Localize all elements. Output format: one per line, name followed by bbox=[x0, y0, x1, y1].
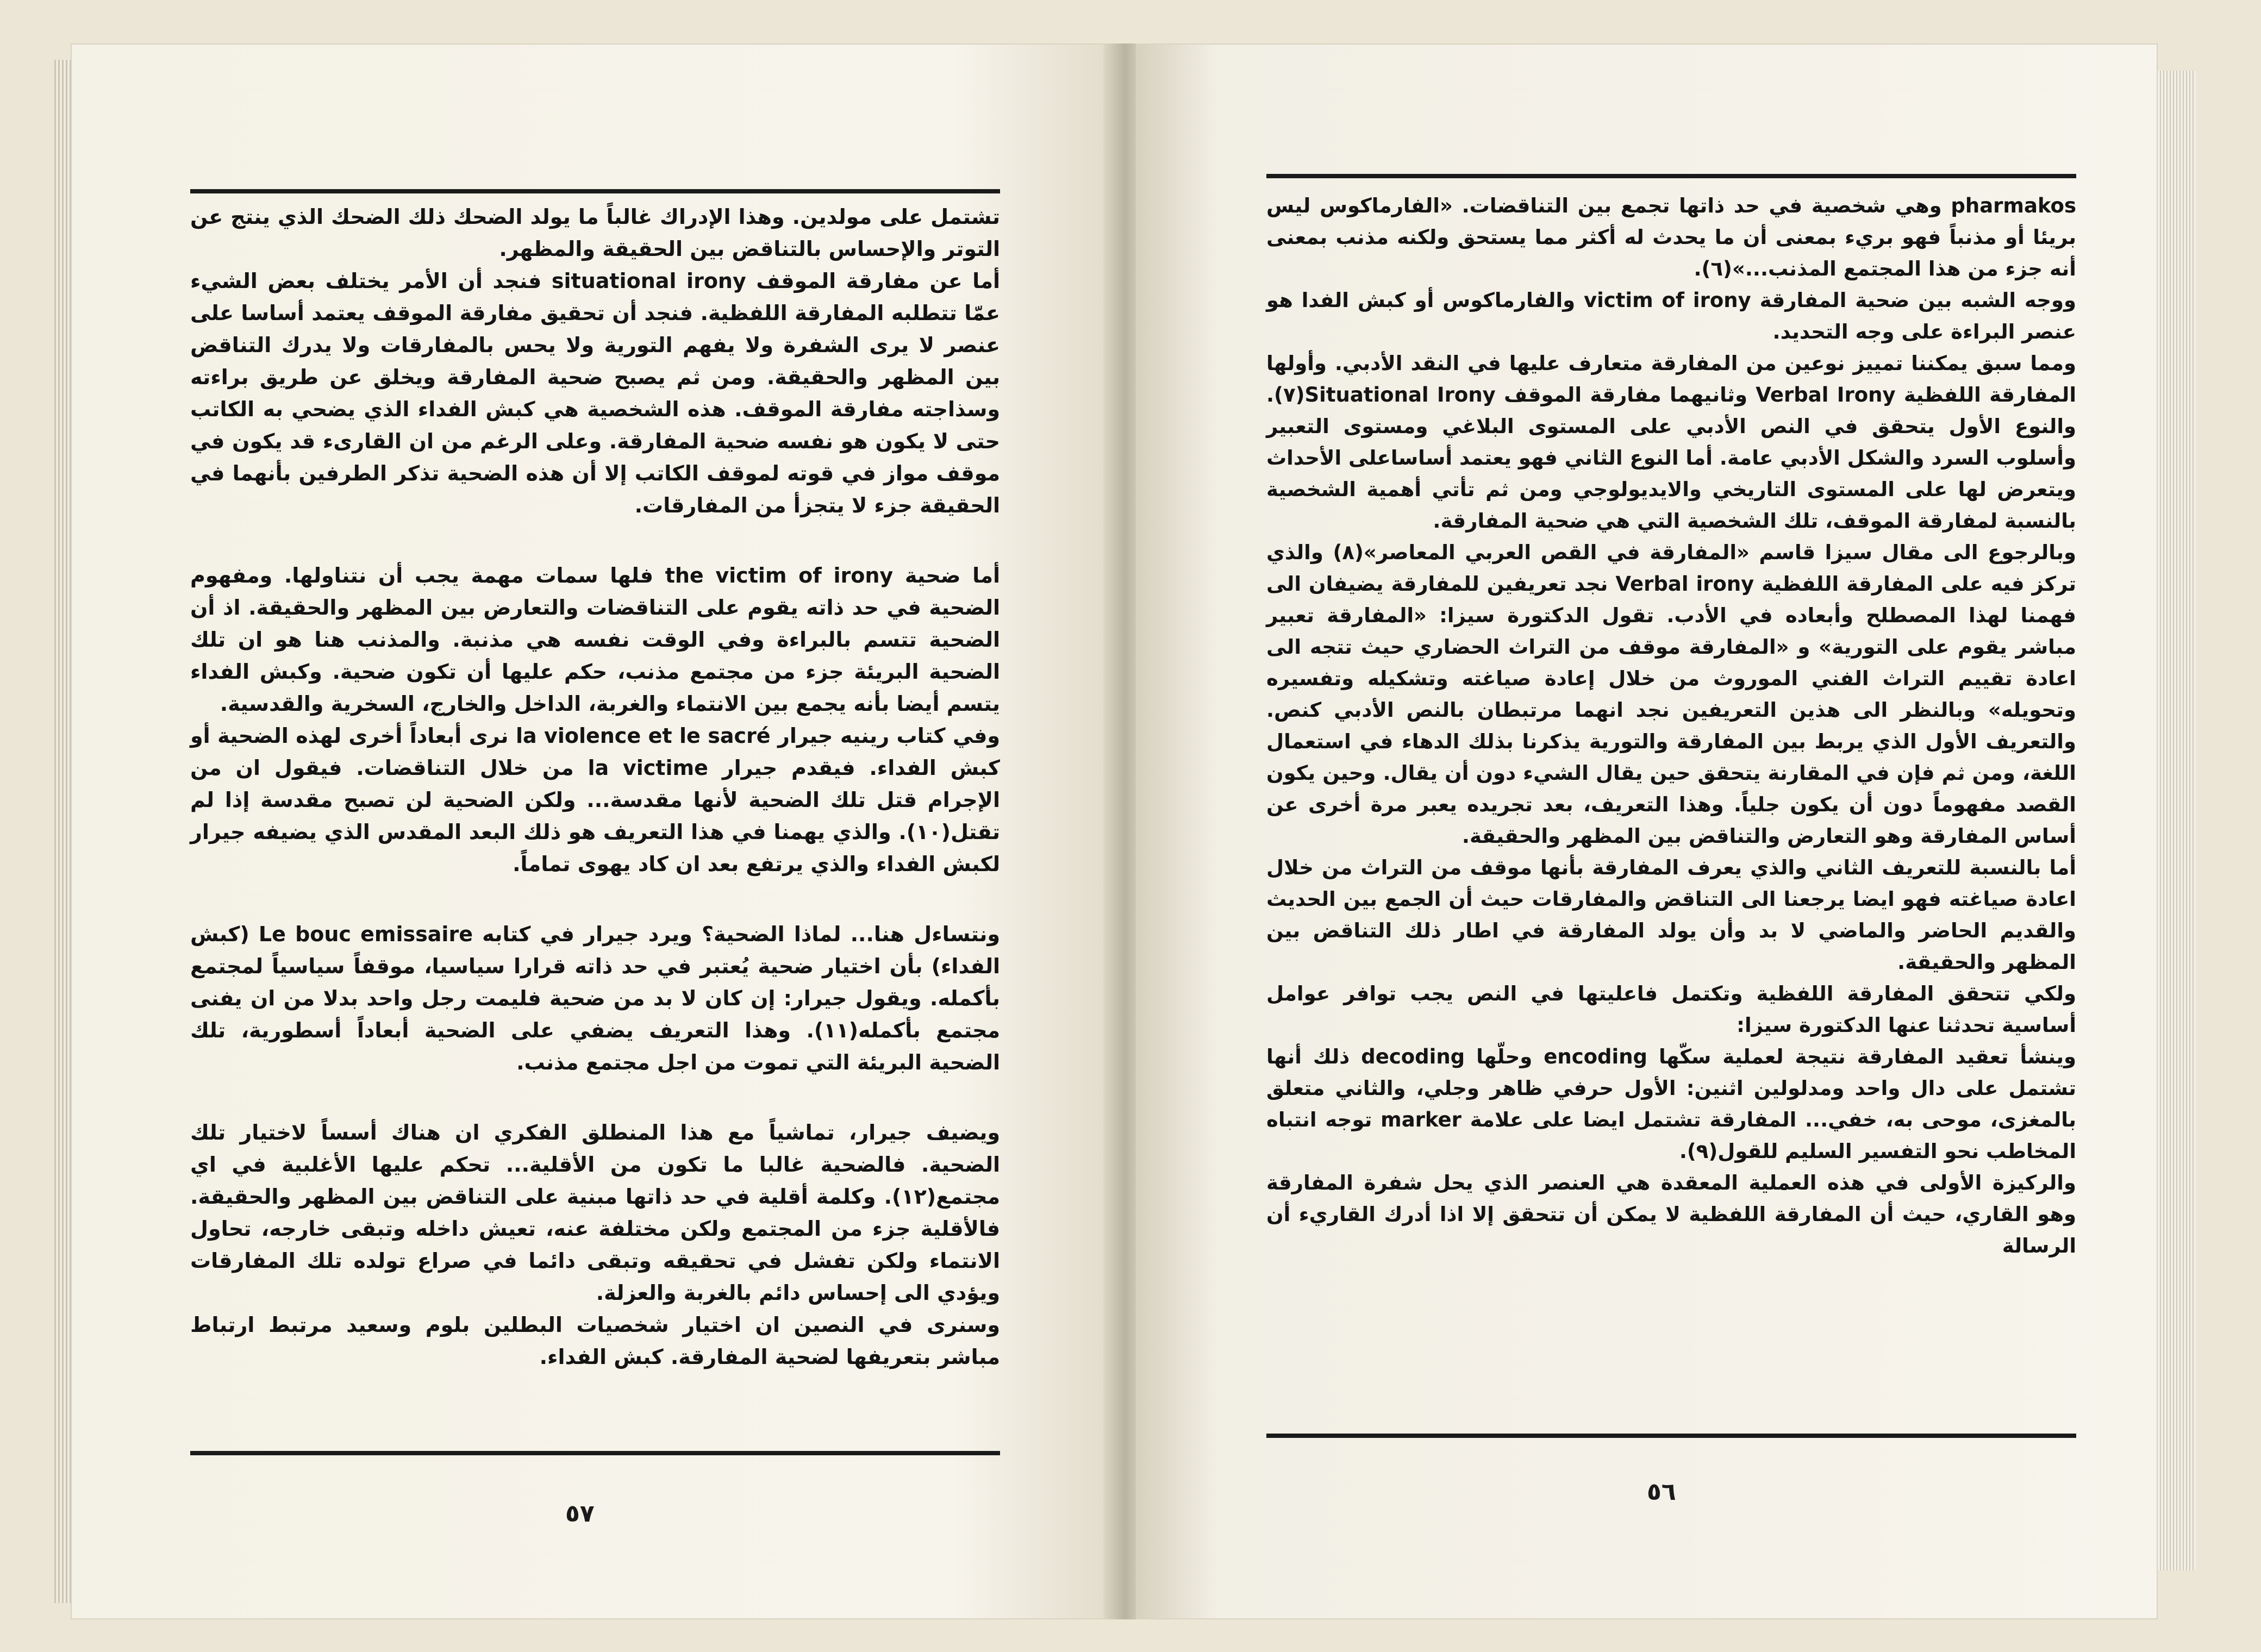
right-paragraph-4: وبالرجوع الى مقال سيزا قاسم «المفارقة في القص العربي المعاصر»(٨) والذي تركز فيه على المفارقة اللفظية Verbal irony نجد تعريفين للمفارقة يضيفان الى فهمنا لهذا المصطلح وأبعاده في الأدب. تقول الدكتورة سيزا: «المفارقة تعبير مباشر يقوم على التورية» و «المفارقة موقف من التراث الحضاري حيث تتجه الى اعادة تقييم التراث الفني الموروث من خلال إعادة صياغته وتشكيله وتفسيره وتحويله» وبالنظر الى هذين التعريفين نجد انهما مرتبطان بالنص الأدبي كنص. والتعريف الأول الذي يربط بين المفارقة والتورية يذكرنا بذلك الدهاء في استعمال اللغة، ومن ثم فإن في المقارنة يتحقق حين يقال الشيء دون أن يقال. وحين يكون القصد مفهوماً دون أن يكون جلياً. وهذا التعريف، بعد تجريده يعبر مرة أخرى عن أساس المفارقة وهو التعارض والتناقض بين المظهر والحقيقة. bbox=[1266, 541, 2077, 848]
left-gap bbox=[190, 880, 1000, 918]
left-paragraph-3: أما ضحية the victim of irony فلها سمات مهمة يجب أن نتناولها. ومفهوم الضحية في حد ذاته يقوم على التناقضات والتعارض بين المظهر والحقيقة. اذ أن الضحية تتسم بالبراءة وفي الوقت نفسه هي مذنبة. والمذنب هنا هو ان تلك الضحية البريئة جزء من مجتمع مذنب، حكم عليها أن تكون ضحية. وكبش الفداء يتسم أيضا بأنه يجمع بين الانتماء والغربة، الداخل والخارج، السخرية والقدسية. bbox=[190, 564, 1000, 716]
right-top-rule bbox=[1266, 174, 2076, 178]
left-top-rule bbox=[190, 189, 1000, 193]
right-paragraph-3: ومما سبق يمكننا تمييز نوعين من المفارقة متعارف عليها في النقد الأدبي. وأولها المفارقة اللفظية Verbal Irony وثانيهما مفارقة الموقف Situational Irony(٧). والنوع الأول يتحقق في النص الأدبي على المستوى البلاغي ومستوى التعبير وأسلوب السرد والشكل الأدبي عامة. أما النوع الثاني فهو يعتمد أساساعلى الأحداث ويتعرض لها على المستوى التاريخي والايديولوجي ومن ثم تأتي أهمية الشخصية بالنسبة لمفارقة الموقف، تلك الشخصية التي هي ضحية المفارقة. bbox=[1266, 352, 2076, 533]
right-paragraph-8: والركيزة الأولى في هذه العملية المعقدة هي العنصر الذي يحل شفرة المفارقة وهو القاري، حيث أن المفارقة اللفظية لا يمكن أن تتحقق إلا اذا أدرك القاريء أن الرسالة bbox=[1266, 1171, 2076, 1257]
right-paragraph-2: ووجه الشبه بين ضحية المفارقة victim of irony والفارماكوس أو كبش الفدا هو عنصر البراءة على وجه التحديد. bbox=[1266, 289, 2077, 343]
left-paragraph-5: ونتساءل هنا... لماذا الضحية؟ ويرد جيرار في كتابه Le bouc emissaire (كبش الفداء) بأن اختيار ضحية يُعتبر في حد ذاته قرارا سياسيا، موقفاً سياسياً لمجتمع بأكمله. ويقول جيرار: إن كان لا بد من ضحية فليمت رجل واحد بدلا من ان يفنى مجتمع بأكمله(١١). وهذا التعريف يضفي على الضحية أبعاداً أسطورية، تلك الضحية البريئة التي تموت من اجل مجتمع مذنب. bbox=[190, 922, 1000, 1074]
right-paragraph-1: pharmakos وهي شخصية في حد ذاتها تجمع بين التناقضات. «الفارماكوس ليس بريئا أو مذنباً فهو بريء بمعنى أن ما يحدث له أكثر مما يستحق ولكنه مذنب بمعنى أنه جزء من هذا المجتمع المذنب...»(٦). bbox=[1266, 194, 2076, 280]
left-paragraph-2: أما عن مفارقة الموقف situational irony فنجد أن الأمر يختلف بعض الشيء عمّا تتطلبه المفارقة اللفظية. فنجد أن تحقيق مفارقة الموقف يعتمد أساسا على عنصر لا يرى الشفرة ولا يفهم التورية ولا يحس بالمفارقات ولا يدرك التناقض بين المظهر والحقيقة. ومن ثم يصبح ضحية المفارقة ويخلق عن طريق براءته وسذاجته مفارقة الموقف. هذه الشخصية هي كبش الفداء الذي يضحي به الكاتب حتى لا يكون هو نفسه ضحية المفارقة. وعلى الرغم من ان القارىء قد يكون في موقف مواز في قوته لموقف الكاتب إلا أن هذه الضحية تذكر الطرفين بأنهما في الحقيقة جزء لا يتجزأ من المفارقات. bbox=[190, 269, 1001, 517]
right-bottom-rule bbox=[1266, 1434, 2076, 1438]
left-page-edges bbox=[54, 60, 73, 1603]
right-paragraph-6: ولكي تتحقق المفارقة اللفظية وتكتمل فاعليتها في النص يجب توافر عوامل أساسية تحدثنا عنها الدكتورة سيزا: bbox=[1266, 982, 2076, 1037]
right-page-number: ٥٦ bbox=[1647, 1478, 1676, 1506]
right-page bbox=[1136, 43, 2158, 1619]
right-paragraph-7: وينشأ تعقيد المفارقة نتيجة لعملية سكّها encoding وحلّها decoding ذلك أنها تشتمل على دال واحد ومدلولين اثنين: الأول حرفي ظاهر وجلي، والثاني متعلق بالمغزى، موحى به، خفي... المفارقة تشتمل ايضا على علامة marker توجه انتباه المخاطب نحو التفسير السليم للقول(٩). bbox=[1266, 1045, 2076, 1163]
left-gap bbox=[190, 522, 1000, 560]
left-gap bbox=[190, 1079, 1000, 1117]
right-text-block bbox=[1266, 190, 2076, 1262]
left-paragraph-7: وسنرى في النصين ان اختيار شخصيات البطلين بلوم وسعيد مرتبط ارتباط مباشر بتعريفها لضحية المفارقة. كبش الفداء. bbox=[190, 1313, 1000, 1369]
right-page-edges bbox=[2158, 71, 2196, 1570]
left-bottom-rule bbox=[190, 1451, 1000, 1455]
left-paragraph-4: وفي كتاب رينيه جيرار la violence et le sacré نرى أبعاداً أخرى لهذه الضحية أو كبش الفداء. فيقدم جيرار la victime من خلال التناقضات. فيقول ان من الإجرام قتل تلك الضحية لأنها مقدسة... ولكن الضحية لن تصبح مقدسة إذا لم تقتل(١٠). والذي يهمنا في هذا التعريف هو ذلك البعد المقدس الذي يضيفه جيرار لكبش الفداء والذي يرتفع بعد ان كاد يهوى تماماً. bbox=[190, 724, 1000, 876]
left-paragraph-1: تشتمل على مولدين. وهذا الإدراك غالباً ما يولد الضحك ذلك الضحك الذي ينتج عن التوتر والإحساس بالتناقض بين الحقيقة والمظهر. bbox=[190, 205, 1000, 261]
left-text-block bbox=[190, 201, 1000, 1373]
left-page bbox=[71, 43, 1109, 1619]
right-paragraph-5: أما بالنسبة للتعريف الثاني والذي يعرف المفارقة بأنها موقف من التراث من خلال اعادة صياغته فهو ايضا يرجعنا الى التناقض والمفارقات حيث أن الجمع بين الحديث والقديم الحاضر والماضي لا بد وأن يولد المفارقة في اطار ذلك التناقض بين المظهر والحقيقة. bbox=[1266, 856, 2076, 974]
left-paragraph-6: ويضيف جيرار، تماشياً مع هذا المنطلق الفكري ان هناك أسساً لاختيار تلك الضحية. فالضحية غالبا ما تكون من الأقلية... تحكم عليها الأغلبية في اي مجتمع(١٢). وكلمة أقلية في حد ذاتها مبنية على التناقض بين المظهر والحقيقة. فالأقلية جزء من المجتمع ولكن مختلفة عنه، تعيش داخله وتبقى خارجه، تحاول الانتماء ولكن تفشل في تحقيقه وتبقى دائما في صراع تولده تلك المفارقات ويؤدي الى إحساس دائم بالغربة والعزلة. bbox=[190, 1121, 1000, 1305]
left-page-number: ٥٧ bbox=[565, 1500, 595, 1528]
